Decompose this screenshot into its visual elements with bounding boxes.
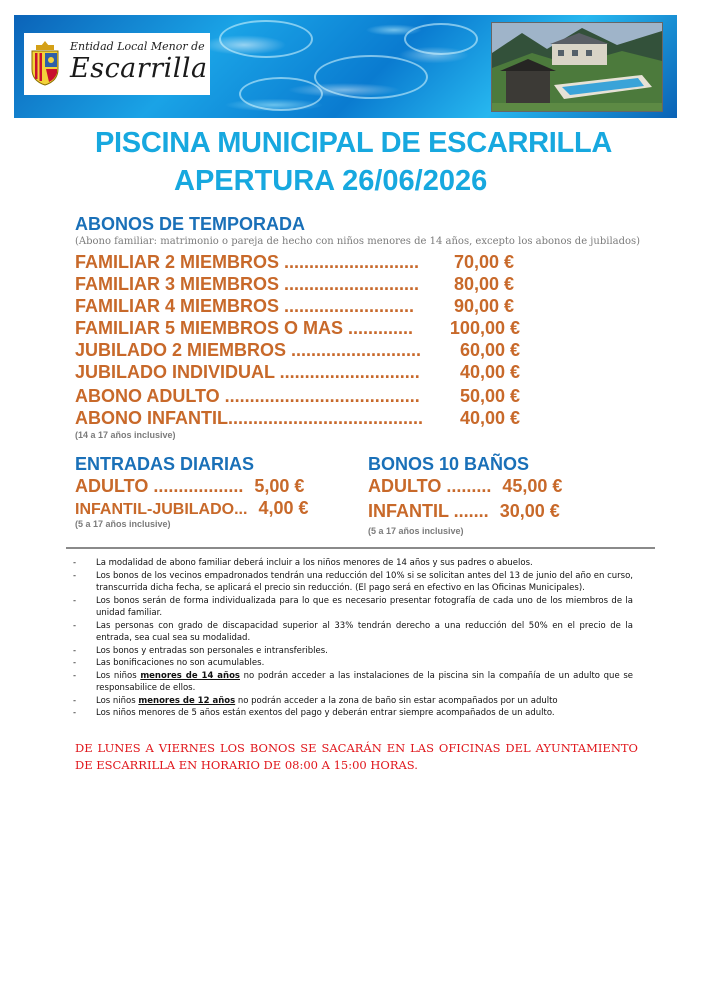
page-title: PISCINA MUNICIPAL DE ESCARRILLA: [94, 127, 613, 159]
entity-subtitle: Entidad Local Menor de: [70, 40, 205, 53]
municipal-logo: [24, 33, 210, 95]
section-divider: [66, 547, 655, 549]
price-value: 70,00 €: [453, 252, 514, 272]
entity-name: Escarrilla: [70, 53, 208, 84]
price-label: JUBILADO 2 MIEMBROS ..........................: [75, 340, 422, 360]
price-value: 90,00 €: [453, 296, 514, 316]
price-value: 40,00 €: [459, 362, 520, 382]
water-ripple: [314, 55, 428, 99]
season-passes-heading: ABONOS DE TEMPORADA: [75, 214, 306, 234]
family-pass-note: (Abono familiar: matrimonio o pareja de hecho con niños menores de 14 años, excepto los abonos de jubilados): [75, 236, 641, 247]
bono-price-row: [368, 476, 562, 498]
condition-item: - Las bonificaciones no son acumulables.: [73, 658, 265, 668]
bonos-10-heading: BONOS 10 BAÑOS: [368, 454, 530, 474]
daily-tickets-heading: ENTRADAS DIARIAS: [75, 454, 255, 474]
age-note: (5 a 17 años inclusive): [75, 519, 171, 529]
daily-price-row: [75, 498, 309, 520]
price-label: ABONO INFANTIL.......................................: [75, 408, 424, 428]
emphasis-underlined: menores de 12 años: [138, 695, 236, 706]
condition-item: - Las personas con grado de discapacidad superior al 33% tendrán derecho a una reducción del 50% en el precio de la entrada, sea cual sea su modalidad.: [73, 620, 633, 643]
price-row: [75, 362, 520, 384]
bono-price-row: [368, 501, 560, 523]
price-label: FAMILIAR 2 MIEMBROS ...........................: [75, 252, 420, 272]
price-value: 80,00 €: [453, 274, 514, 294]
emphasis-underlined: menores de 14 años: [140, 670, 240, 681]
condition-item: - Los niños menores de 5 años están exentos del pago y deberán entrar siempre acompañados de un adulto.: [73, 708, 555, 718]
price-row: [75, 274, 520, 296]
condition-item: - La modalidad de abono familiar deberá incluir a los niños menores de 14 años y sus padres o abuelos.: [73, 558, 533, 568]
price-row: [75, 408, 520, 430]
price-label: FAMILIAR 4 MIEMBROS ..........................: [75, 296, 415, 316]
price-row: [75, 318, 520, 340]
price-label: ABONO ADULTO .......................................: [75, 386, 420, 406]
price-value: 4,00 €: [258, 498, 309, 518]
conditions-list: [73, 557, 633, 720]
pool-photo: [491, 22, 663, 112]
age-note: (14 a 17 años inclusive): [75, 430, 176, 440]
price-value: 30,00 €: [499, 501, 560, 521]
price-value: 50,00 €: [459, 386, 520, 406]
coat-of-arms-icon: [28, 39, 62, 87]
daily-price-row: [75, 476, 304, 498]
condition-item: - Los bonos y entradas son personales e intransferibles.: [73, 645, 328, 656]
price-value: 40,00 €: [459, 408, 520, 428]
condition-item: - Los niños menores de 12 años no podrán acceder a la zona de baño sin estar acompañados por un adulto: [73, 695, 558, 706]
price-label: FAMILIAR 3 MIEMBROS ...........................: [75, 274, 420, 294]
condition-item: - Los bonos de los vecinos empadronados tendrán una reducción del 10% si se solicitan antes del 13 de junio del año en curso, transcurrida dicha fecha, se aplicará el precio sin reducción. (El pago será en efectivo en las Oficinas Municipales).: [73, 570, 633, 593]
price-row: [75, 340, 520, 362]
price-row: [75, 386, 520, 408]
age-note: (5 a 17 años inclusive): [368, 526, 464, 536]
condition-item: - Los niños menores de 14 años no podrán acceder a las instalaciones de la piscina sin la compañía de un adulto que se responsabilice de ellos.: [73, 670, 633, 693]
price-label: JUBILADO INDIVIDUAL ............................: [75, 362, 420, 382]
water-ripple: [219, 20, 313, 58]
price-row: [75, 252, 520, 274]
price-value: 100,00 €: [449, 318, 520, 338]
price-value: 5,00 €: [254, 476, 305, 496]
opening-date: APERTURA 26/06/2026: [174, 165, 488, 197]
price-row: [75, 296, 520, 318]
price-value: 45,00 €: [502, 476, 563, 496]
water-ripple: [239, 77, 323, 111]
price-label: ADULTO ..................: [75, 476, 244, 496]
price-value: 60,00 €: [459, 340, 520, 360]
price-label: ADULTO .........: [368, 476, 492, 496]
price-label: INFANTIL .......: [368, 501, 489, 521]
header-banner: [14, 15, 677, 118]
office-hours-note: DE LUNES A VIERNES LOS BONOS SE SACARÁN EN LAS OFICINAS DEL AYUNTAMIENTO DE ESCARRILLA EN HORARIO DE 08:00 A 15:00 HORAS.: [75, 741, 638, 772]
water-ripple: [404, 23, 478, 55]
condition-item: - Los bonos serán de forma individualizada para lo que es necesario presentar fotografía de cada uno de los miembros de la unidad familiar.: [73, 595, 633, 618]
price-label: FAMILIAR 5 MIEMBROS O MAS .............: [75, 318, 414, 338]
price-label: INFANTIL-JUBILADO...: [75, 501, 248, 518]
